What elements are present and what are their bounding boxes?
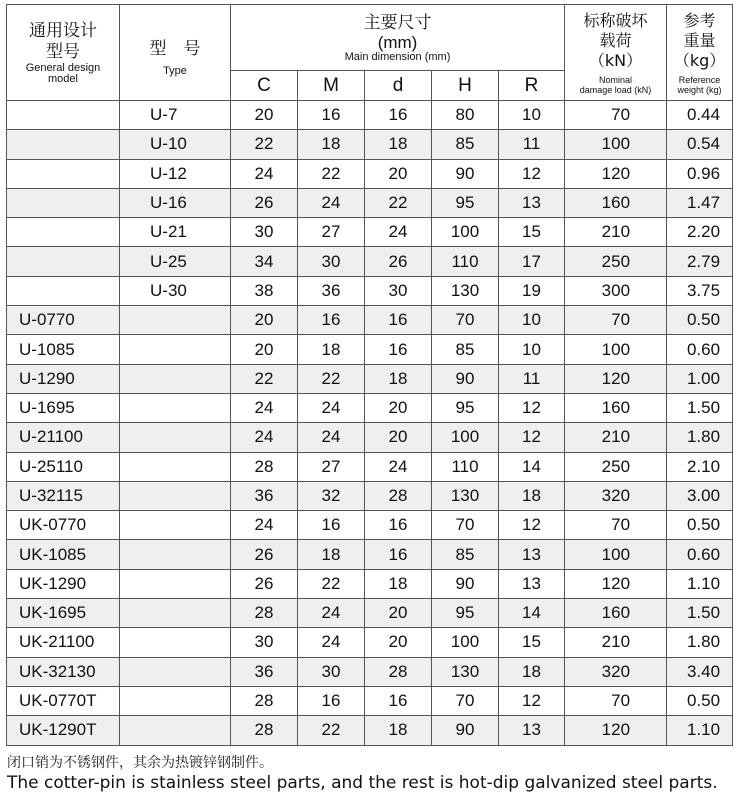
cell-c: 24 xyxy=(231,511,298,540)
cell-model: UK-1085 xyxy=(7,540,120,569)
cell-type xyxy=(120,599,231,628)
header-dimension xyxy=(231,5,565,71)
cell-weight: 0.50 xyxy=(667,686,733,715)
cell-m: 24 xyxy=(298,599,365,628)
cell-m: 24 xyxy=(298,393,365,422)
cell-r: 15 xyxy=(499,628,565,657)
cell-r: 14 xyxy=(499,452,565,481)
cell-d: 20 xyxy=(365,159,432,188)
cell-m: 18 xyxy=(298,335,365,364)
cell-h: 100 xyxy=(432,218,499,247)
cell-weight: 1.80 xyxy=(667,628,733,657)
cell-d: 20 xyxy=(365,393,432,422)
header-weight xyxy=(667,5,733,101)
cell-h: 90 xyxy=(432,716,499,745)
header-load-zh2: 载荷 xyxy=(599,30,632,50)
cell-r: 11 xyxy=(499,364,565,393)
header-weight-en2: weight (kg) xyxy=(677,84,722,95)
header-dimension-en: Main dimension (mm) xyxy=(344,50,451,63)
table-row xyxy=(7,159,733,188)
cell-d: 28 xyxy=(365,657,432,686)
cell-load: 120 xyxy=(565,716,667,745)
cell-load: 250 xyxy=(565,452,667,481)
cell-r: 12 xyxy=(499,686,565,715)
cell-model: U-0770 xyxy=(7,306,120,335)
cell-d: 18 xyxy=(365,716,432,745)
cell-weight: 0.50 xyxy=(667,306,733,335)
cell-r: 12 xyxy=(499,159,565,188)
cell-weight: 1.50 xyxy=(667,393,733,422)
cell-load: 320 xyxy=(565,657,667,686)
cell-type xyxy=(120,423,231,452)
cell-load: 70 xyxy=(565,101,667,130)
cell-m: 22 xyxy=(298,569,365,598)
cell-c: 24 xyxy=(231,423,298,452)
header-col-h: H xyxy=(432,71,499,101)
cell-c: 22 xyxy=(231,364,298,393)
cell-model: UK-0770T xyxy=(7,686,120,715)
cell-type: U-16 xyxy=(120,188,231,217)
cell-model xyxy=(7,218,120,247)
header-model-zh2: 型号 xyxy=(46,41,80,62)
header-dimension-zh: 主要尺寸 xyxy=(363,12,432,33)
table-row xyxy=(7,686,733,715)
cell-h: 85 xyxy=(432,335,499,364)
cell-r: 13 xyxy=(499,540,565,569)
header-col-r: R xyxy=(499,71,565,101)
cell-r: 13 xyxy=(499,188,565,217)
cell-model: U-25110 xyxy=(7,452,120,481)
cell-weight: 2.20 xyxy=(667,218,733,247)
cell-c: 26 xyxy=(231,188,298,217)
cell-m: 27 xyxy=(298,452,365,481)
cell-weight: 3.00 xyxy=(667,481,733,510)
cell-model xyxy=(7,159,120,188)
cell-type: U-10 xyxy=(120,130,231,159)
cell-weight: 0.96 xyxy=(667,159,733,188)
cell-h: 130 xyxy=(432,276,499,305)
table-row xyxy=(7,628,733,657)
cell-r: 10 xyxy=(499,101,565,130)
table-row xyxy=(7,130,733,159)
cell-r: 13 xyxy=(499,716,565,745)
cell-h: 130 xyxy=(432,657,499,686)
cell-h: 70 xyxy=(432,686,499,715)
cell-c: 30 xyxy=(231,628,298,657)
cell-r: 19 xyxy=(499,276,565,305)
cell-r: 12 xyxy=(499,511,565,540)
table-body xyxy=(7,101,733,746)
cell-weight: 0.50 xyxy=(667,511,733,540)
cell-d: 18 xyxy=(365,364,432,393)
header-type-en: Type xyxy=(163,64,187,77)
header-type-zh: 型 号 xyxy=(149,38,201,59)
cell-type xyxy=(120,569,231,598)
header-model-en2: model xyxy=(48,72,78,85)
cell-model: UK-1290 xyxy=(7,569,120,598)
cell-r: 18 xyxy=(499,657,565,686)
cell-weight: 0.60 xyxy=(667,540,733,569)
cell-r: 13 xyxy=(499,569,565,598)
cell-d: 20 xyxy=(365,628,432,657)
cell-d: 30 xyxy=(365,276,432,305)
cell-type xyxy=(120,628,231,657)
table-row xyxy=(7,716,733,745)
cell-weight: 0.60 xyxy=(667,335,733,364)
table-row xyxy=(7,335,733,364)
header-load-en2: damage load (kN) xyxy=(579,84,652,95)
header-weight-zh2: 重量 xyxy=(683,30,716,50)
note-chinese: 闭口销为不锈钢件，其余为热镀锌钢制件。 xyxy=(7,755,273,771)
cell-m: 16 xyxy=(298,101,365,130)
cell-d: 28 xyxy=(365,481,432,510)
table-header xyxy=(7,5,733,101)
cell-d: 26 xyxy=(365,247,432,276)
cell-c: 20 xyxy=(231,335,298,364)
cell-h: 95 xyxy=(432,393,499,422)
header-col-d: d xyxy=(365,71,432,101)
header-weight-en1: Reference xyxy=(678,74,721,85)
cell-model: U-32115 xyxy=(7,481,120,510)
note-english: The cotter-pin is stainless steel parts, and the rest is hot-dip galvanized steel parts. xyxy=(7,773,718,793)
cell-weight: 0.44 xyxy=(667,101,733,130)
cell-load: 160 xyxy=(565,188,667,217)
table-row xyxy=(7,393,733,422)
cell-model: U-1085 xyxy=(7,335,120,364)
cell-m: 16 xyxy=(298,511,365,540)
cell-r: 15 xyxy=(499,218,565,247)
cell-type xyxy=(120,716,231,745)
cell-type xyxy=(120,657,231,686)
table-row xyxy=(7,423,733,452)
header-dimension-unit: (mm) xyxy=(377,32,418,52)
cell-d: 16 xyxy=(365,511,432,540)
cell-type: U-25 xyxy=(120,247,231,276)
cell-r: 10 xyxy=(499,335,565,364)
cell-m: 30 xyxy=(298,247,365,276)
cell-c: 24 xyxy=(231,393,298,422)
header-load-en1: Nominal xyxy=(599,74,633,85)
cell-h: 70 xyxy=(432,511,499,540)
table-row xyxy=(7,276,733,305)
cell-type xyxy=(120,393,231,422)
cell-d: 18 xyxy=(365,130,432,159)
cell-c: 38 xyxy=(231,276,298,305)
table-row xyxy=(7,452,733,481)
cell-c: 20 xyxy=(231,101,298,130)
cell-d: 18 xyxy=(365,569,432,598)
cell-m: 18 xyxy=(298,540,365,569)
cell-d: 16 xyxy=(365,335,432,364)
cell-weight: 2.79 xyxy=(667,247,733,276)
cell-load: 120 xyxy=(565,569,667,598)
cell-h: 130 xyxy=(432,481,499,510)
cell-model: U-1290 xyxy=(7,364,120,393)
cell-weight: 1.10 xyxy=(667,569,733,598)
cell-r: 18 xyxy=(499,481,565,510)
cell-model xyxy=(7,247,120,276)
header-model-zh1: 通用设计 xyxy=(29,20,97,41)
header-load-unit: （kN） xyxy=(588,50,643,70)
cell-model: UK-0770 xyxy=(7,511,120,540)
cell-h: 85 xyxy=(432,540,499,569)
cell-weight: 1.50 xyxy=(667,599,733,628)
cell-d: 16 xyxy=(365,686,432,715)
cell-weight: 1.00 xyxy=(667,364,733,393)
cell-load: 300 xyxy=(565,276,667,305)
cell-model: U-1695 xyxy=(7,393,120,422)
table-row xyxy=(7,657,733,686)
table-row xyxy=(7,599,733,628)
cell-load: 70 xyxy=(565,511,667,540)
cell-h: 85 xyxy=(432,130,499,159)
cell-r: 12 xyxy=(499,423,565,452)
cell-m: 16 xyxy=(298,306,365,335)
cell-load: 210 xyxy=(565,628,667,657)
cell-model xyxy=(7,276,120,305)
cell-load: 70 xyxy=(565,306,667,335)
table-row xyxy=(7,569,733,598)
cell-h: 80 xyxy=(432,101,499,130)
cell-m: 36 xyxy=(298,276,365,305)
header-load-zh1: 标称破坏 xyxy=(583,10,648,30)
cell-d: 24 xyxy=(365,452,432,481)
header-model-en1: General design xyxy=(25,61,101,74)
cell-weight: 3.40 xyxy=(667,657,733,686)
header-weight-unit: （kg） xyxy=(673,50,726,70)
cell-weight: 2.10 xyxy=(667,452,733,481)
cell-load: 160 xyxy=(565,393,667,422)
table-row xyxy=(7,306,733,335)
cell-c: 30 xyxy=(231,218,298,247)
header-type xyxy=(120,5,231,101)
cell-weight: 1.10 xyxy=(667,716,733,745)
cell-m: 22 xyxy=(298,716,365,745)
cell-d: 16 xyxy=(365,540,432,569)
header-load xyxy=(565,5,667,101)
cell-c: 28 xyxy=(231,716,298,745)
cell-m: 22 xyxy=(298,364,365,393)
cell-type xyxy=(120,452,231,481)
table-row xyxy=(7,188,733,217)
cell-model: UK-21100 xyxy=(7,628,120,657)
cell-model: U-21100 xyxy=(7,423,120,452)
spec-table xyxy=(6,4,733,746)
cell-type xyxy=(120,540,231,569)
cell-model: UK-32130 xyxy=(7,657,120,686)
cell-c: 26 xyxy=(231,540,298,569)
cell-r: 12 xyxy=(499,393,565,422)
cell-h: 70 xyxy=(432,306,499,335)
cell-type: U-7 xyxy=(120,101,231,130)
cell-m: 24 xyxy=(298,188,365,217)
cell-load: 120 xyxy=(565,364,667,393)
cell-load: 160 xyxy=(565,599,667,628)
cell-load: 70 xyxy=(565,686,667,715)
cell-d: 24 xyxy=(365,218,432,247)
cell-load: 120 xyxy=(565,159,667,188)
cell-h: 95 xyxy=(432,599,499,628)
cell-c: 26 xyxy=(231,569,298,598)
cell-weight: 1.80 xyxy=(667,423,733,452)
cell-c: 20 xyxy=(231,306,298,335)
cell-h: 95 xyxy=(432,188,499,217)
header-weight-zh1: 参考 xyxy=(683,10,716,30)
cell-load: 320 xyxy=(565,481,667,510)
cell-h: 90 xyxy=(432,364,499,393)
cell-h: 100 xyxy=(432,423,499,452)
cell-type: U-30 xyxy=(120,276,231,305)
cell-c: 34 xyxy=(231,247,298,276)
cell-load: 100 xyxy=(565,130,667,159)
cell-weight: 1.47 xyxy=(667,188,733,217)
cell-d: 20 xyxy=(365,599,432,628)
cell-c: 28 xyxy=(231,686,298,715)
cell-c: 36 xyxy=(231,481,298,510)
cell-load: 210 xyxy=(565,423,667,452)
cell-model: UK-1695 xyxy=(7,599,120,628)
cell-type xyxy=(120,364,231,393)
cell-model: UK-1290T xyxy=(7,716,120,745)
cell-c: 24 xyxy=(231,159,298,188)
cell-m: 32 xyxy=(298,481,365,510)
cell-load: 100 xyxy=(565,335,667,364)
cell-type: U-21 xyxy=(120,218,231,247)
cell-m: 22 xyxy=(298,159,365,188)
cell-d: 16 xyxy=(365,101,432,130)
cell-r: 11 xyxy=(499,130,565,159)
cell-model xyxy=(7,130,120,159)
cell-h: 110 xyxy=(432,452,499,481)
cell-d: 20 xyxy=(365,423,432,452)
header-col-c: C xyxy=(231,71,298,101)
cell-c: 22 xyxy=(231,130,298,159)
cell-c: 36 xyxy=(231,657,298,686)
cell-h: 90 xyxy=(432,569,499,598)
cell-weight: 3.75 xyxy=(667,276,733,305)
cell-r: 14 xyxy=(499,599,565,628)
table-row xyxy=(7,218,733,247)
table-row xyxy=(7,364,733,393)
cell-weight: 0.54 xyxy=(667,130,733,159)
cell-type xyxy=(120,481,231,510)
cell-load: 250 xyxy=(565,247,667,276)
cell-m: 24 xyxy=(298,423,365,452)
cell-r: 10 xyxy=(499,306,565,335)
table-row xyxy=(7,101,733,130)
cell-m: 18 xyxy=(298,130,365,159)
table-row xyxy=(7,511,733,540)
spec-table-container xyxy=(6,4,732,746)
cell-type xyxy=(120,306,231,335)
cell-model xyxy=(7,101,120,130)
cell-m: 27 xyxy=(298,218,365,247)
cell-m: 24 xyxy=(298,628,365,657)
cell-type xyxy=(120,335,231,364)
table-row xyxy=(7,481,733,510)
cell-d: 16 xyxy=(365,306,432,335)
cell-r: 17 xyxy=(499,247,565,276)
cell-load: 210 xyxy=(565,218,667,247)
cell-type xyxy=(120,686,231,715)
cell-load: 100 xyxy=(565,540,667,569)
cell-type: U-12 xyxy=(120,159,231,188)
cell-type xyxy=(120,511,231,540)
table-row xyxy=(7,247,733,276)
cell-h: 110 xyxy=(432,247,499,276)
cell-c: 28 xyxy=(231,599,298,628)
header-model xyxy=(7,5,120,101)
cell-h: 100 xyxy=(432,628,499,657)
cell-c: 28 xyxy=(231,452,298,481)
cell-m: 16 xyxy=(298,686,365,715)
cell-model xyxy=(7,188,120,217)
cell-d: 22 xyxy=(365,188,432,217)
header-col-m: M xyxy=(298,71,365,101)
cell-h: 90 xyxy=(432,159,499,188)
table-row xyxy=(7,540,733,569)
cell-m: 30 xyxy=(298,657,365,686)
